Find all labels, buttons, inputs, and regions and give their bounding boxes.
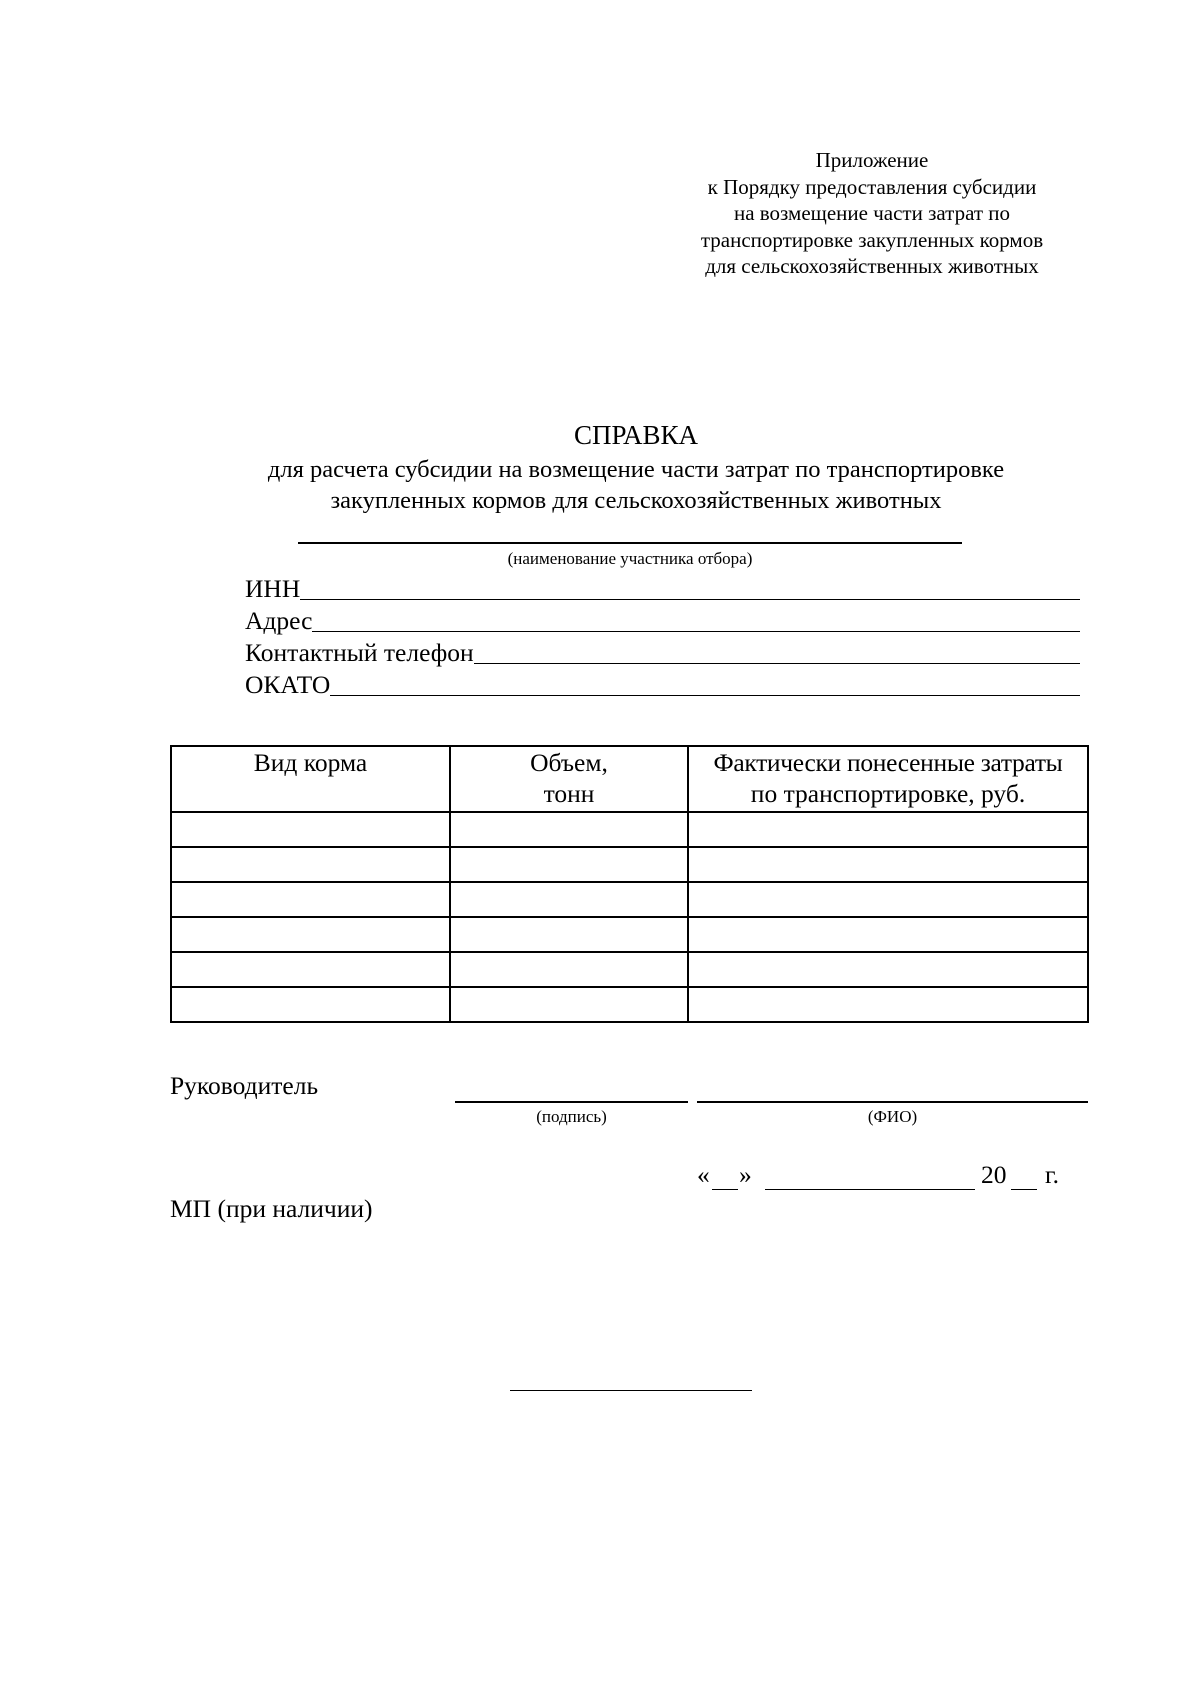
table-cell[interactable]	[171, 917, 450, 952]
date-year-prefix: 20	[981, 1160, 1007, 1189]
phone-input-line[interactable]	[474, 663, 1080, 664]
header-text: Фактически понесенные затраты	[713, 748, 1063, 777]
full-name-line[interactable]	[697, 1101, 1088, 1103]
document-subtitle-line: для расчета субсидии на возмещение части затрат по транспортировке	[267, 456, 1005, 483]
table-cell[interactable]	[688, 812, 1088, 847]
table-row	[171, 952, 1088, 987]
table-cell[interactable]	[450, 812, 688, 847]
full-name-caption: (ФИО)	[867, 1107, 918, 1126]
appendix-block	[660, 147, 1084, 280]
address-input-line[interactable]	[312, 631, 1080, 632]
header-volume	[450, 746, 688, 812]
table-cell[interactable]	[450, 987, 688, 1022]
header-feed-type	[171, 746, 450, 812]
date-close-quote: »	[739, 1160, 752, 1189]
head-label: Руководитель	[170, 1071, 319, 1100]
appendix-line: к Порядку предоставления субсидии	[707, 174, 1037, 199]
inn-field[interactable]	[245, 572, 1080, 604]
signature-line[interactable]	[455, 1101, 688, 1103]
address-label: Адрес	[245, 606, 313, 635]
participant-name-caption: (наименование участника отбора)	[507, 549, 753, 568]
table-row	[171, 847, 1088, 882]
header-text: тонн	[543, 779, 595, 808]
header-text: Вид корма	[253, 748, 368, 777]
address-field[interactable]	[245, 604, 1080, 636]
table-row	[171, 917, 1088, 952]
date-year-suffix: г.	[1045, 1160, 1059, 1189]
okato-input-line[interactable]	[330, 695, 1080, 696]
header-text: Объем,	[530, 748, 608, 777]
appendix-line: на возмещение части затрат по	[733, 201, 1011, 225]
table-cell[interactable]	[688, 987, 1088, 1022]
appendix-line: транспортировке закупленных кормов	[700, 227, 1044, 252]
date-year-line[interactable]	[1011, 1189, 1037, 1190]
table-cell[interactable]	[688, 882, 1088, 917]
footer-divider	[510, 1390, 752, 1391]
okato-label: ОКАТО	[245, 670, 331, 699]
table-cell[interactable]	[688, 952, 1088, 987]
appendix-line: Приложение	[815, 148, 929, 172]
table-row	[171, 987, 1088, 1022]
table-row	[171, 812, 1088, 847]
table-cell[interactable]	[450, 847, 688, 882]
table-cell[interactable]	[450, 917, 688, 952]
feed-costs-table	[170, 745, 1089, 1023]
table-cell[interactable]	[688, 917, 1088, 952]
date-month-line[interactable]	[765, 1189, 975, 1190]
okato-field[interactable]	[245, 668, 1080, 700]
document-title: СПРАВКА	[573, 420, 699, 450]
inn-input-line[interactable]	[300, 599, 1080, 600]
table-cell[interactable]	[688, 847, 1088, 882]
participant-name-line[interactable]	[298, 542, 962, 544]
appendix-line: для сельскохозяйственных животных	[705, 254, 1039, 278]
inn-label: ИНН	[245, 574, 301, 603]
table-cell[interactable]	[171, 952, 450, 987]
table-cell[interactable]	[171, 847, 450, 882]
date-day-line[interactable]	[712, 1189, 738, 1190]
signature-caption: (подпись)	[536, 1107, 607, 1126]
phone-label: Контактный телефон	[245, 638, 474, 667]
table-cell[interactable]	[171, 882, 450, 917]
phone-field[interactable]	[245, 636, 1080, 668]
table-cell[interactable]	[171, 812, 450, 847]
table-cell[interactable]	[450, 882, 688, 917]
document-subtitle-line: закупленных кормов для сельскохозяйственных животных	[330, 487, 942, 514]
header-text: по транспортировке, руб.	[750, 779, 1026, 808]
table-cell[interactable]	[450, 952, 688, 987]
stamp-label: МП (при наличии)	[170, 1194, 373, 1223]
table-row	[171, 882, 1088, 917]
header-actual-costs	[688, 746, 1088, 812]
table-cell[interactable]	[171, 987, 450, 1022]
date-open-quote: «	[697, 1160, 710, 1189]
table-header-row	[171, 746, 1088, 812]
